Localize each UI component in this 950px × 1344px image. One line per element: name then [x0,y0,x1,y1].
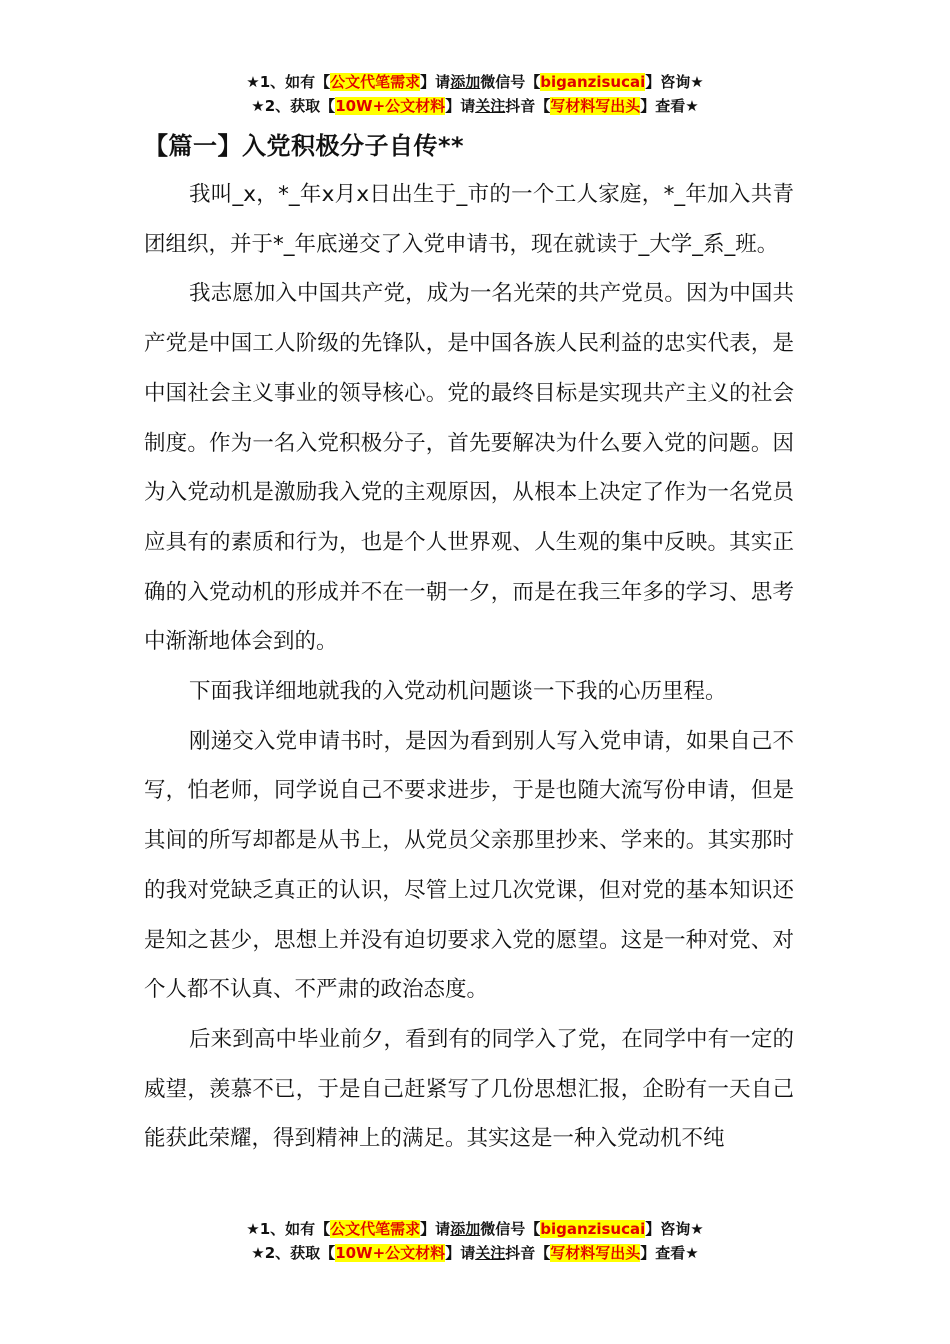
paragraph: 下面我详细地就我的入党动机问题谈一下我的心历里程。 [189,679,727,705]
promo-highlight: 写材料写出头 [550,1244,641,1262]
promo-highlight: biganzisucai [540,73,646,91]
paragraph: 刚递交入党申请书时，是因为看到别人写入党申请，如果自己不写，怕老师，同学说自己不要求进步，于是也随大流写份申请，但是其间的所写却都是从书上，从党员父亲那里抄来、学来的。其实那时的我对党缺乏真正的认识，尽管上过几次党课，但对党的基本知识还是知之甚少，思想上并没有迫切要求入党的愿望。这是一种对党、对个人都不认真、不严肃的政治态度。 [144,728,794,1003]
promo-line-2 [0,1241,950,1265]
promo-text: 微信号【 [480,73,541,91]
promo-line-1 [0,70,950,94]
promo-text: 抖音【 [505,1244,551,1262]
promo-text: ★2、获取【 [251,1244,336,1262]
paragraph: 我叫_x，*_年x月x日出生于_市的一个工人家庭，*_年加入共青团组织，并于*_年底递交了入党申请书，现在就读于_大学_系_班。 [144,182,794,257]
paragraph: 我志愿加入中国共产党，成为一名光荣的共产党员。因为中国共产党是中国工人阶级的先锋队，是中国各族人民利益的忠实代表，是中国社会主义事业的领导核心。党的最终目标是实现共产主义的社会制度。作为一名入党积极分子，首先要解决为什么要入党的问题。因为入党动机是激励我入党的主观原因，从根本上决定了作为一名党员应具有的素质和行为，也是个人世界观、人生观的集中反映。其实正确的入党动机的形成并不在一朝一夕，而是在我三年多的学习、思考中渐渐地体会到的。 [144,281,794,655]
promo-underline: 关注 [475,1244,506,1262]
document-title: 【篇一】入党积极分子自传** [144,132,465,160]
promo-highlight: 公文代笔需求 [330,1220,421,1238]
promo-text: 】咨询★ [645,1220,704,1238]
promo-text: 抖音【 [505,97,551,115]
document-body [144,170,794,1164]
promo-text: 微信号【 [480,1220,541,1238]
promo-text: 】查看★ [640,97,699,115]
promo-underline: 添加 [450,73,481,91]
promo-underline: 添加 [450,1220,481,1238]
promo-underline: 关注 [475,97,506,115]
promo-text: 】查看★ [640,1244,699,1262]
promo-line-1 [0,1217,950,1241]
paragraph: 后来到高中毕业前夕，看到有的同学入了党，在同学中有一定的威望，羡慕不已，于是自己赶紧写了几份思想汇报，企盼有一天自己能获此荣耀，得到精神上的满足。其实这是一种入党动机不纯 [144,1026,794,1152]
promo-header [0,70,950,118]
promo-text: 】请 [445,1244,476,1262]
promo-text: 】咨询★ [645,73,704,91]
promo-text: 】请 [445,97,476,115]
promo-highlight: 10W+公文材料 [335,1244,446,1262]
promo-text: ★1、如有【 [246,73,331,91]
promo-text: 】请 [420,73,451,91]
promo-footer [0,1217,950,1265]
promo-highlight: 10W+公文材料 [335,97,446,115]
promo-highlight: 公文代笔需求 [330,73,421,91]
promo-text: ★1、如有【 [246,1220,331,1238]
promo-text: ★2、获取【 [251,97,336,115]
promo-line-2 [0,94,950,118]
promo-highlight: biganzisucai [540,1220,646,1238]
promo-text: 】请 [420,1220,451,1238]
promo-highlight: 写材料写出头 [550,97,641,115]
